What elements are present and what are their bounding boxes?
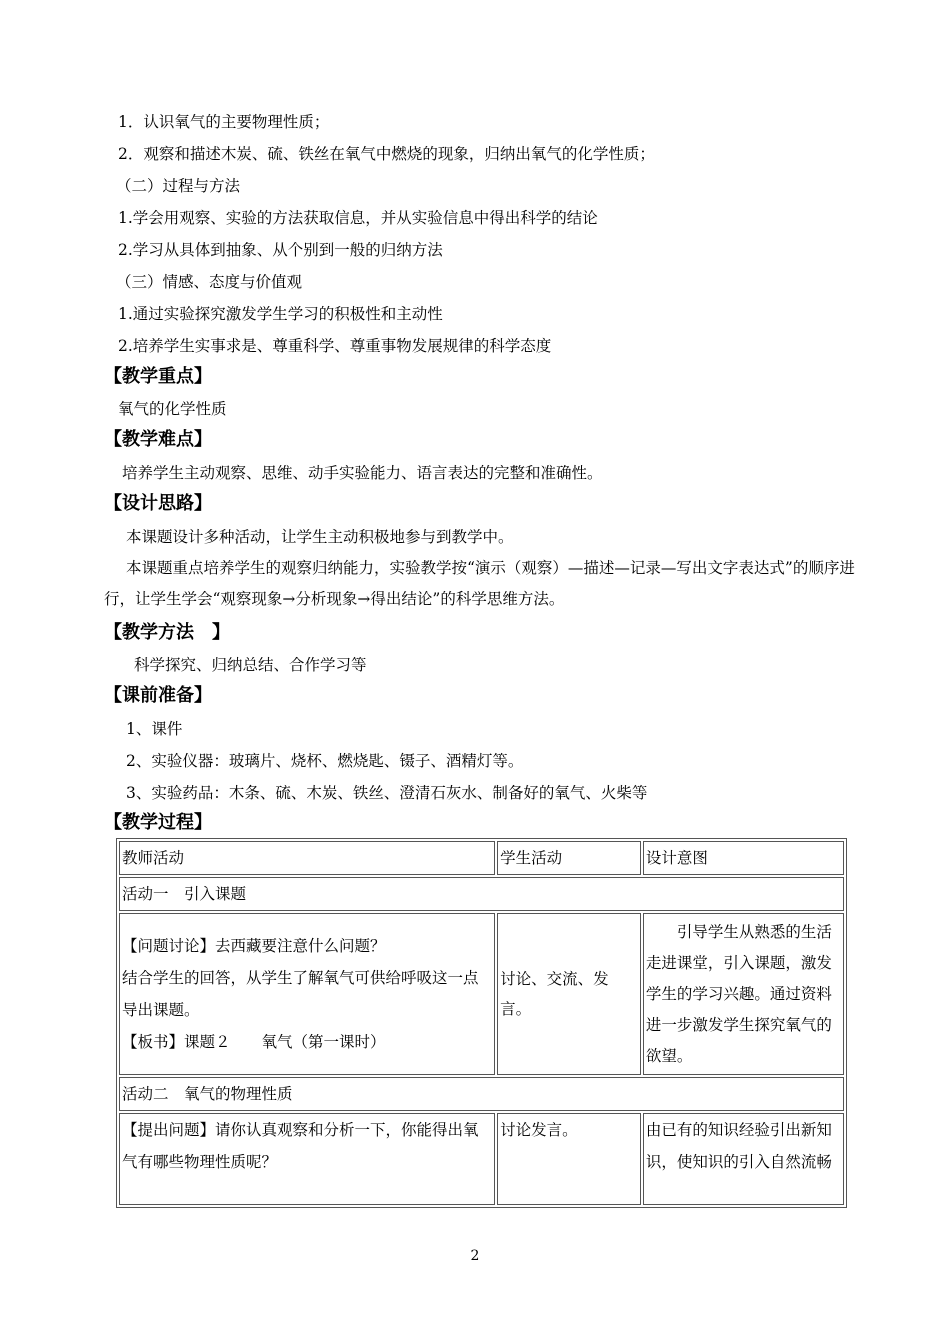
preparation-item-3: 3、实验药品：木条、硫、木炭、铁丝、澄清石灰水、制备好的氧气、火柴等 xyxy=(126,784,648,802)
header-student-activity: 学生活动 xyxy=(497,841,641,875)
objective-process-2: 2.学习从具体到抽象、从个别到一般的归纳方法 xyxy=(118,241,443,259)
design-heading: 【设计思路】 xyxy=(104,493,212,514)
activity-1-teacher-line-2: 结合学生的回答，从学生了解氧气可供给呼吸这一点导出课题。 xyxy=(122,969,479,1019)
activity-2-title-row xyxy=(119,1077,844,1111)
objective-knowledge-1: 1．认识氧气的主要物理性质； xyxy=(118,113,330,131)
preparation-heading: 【课前准备】 xyxy=(104,685,212,706)
process-heading: 【教学过程】 xyxy=(104,812,212,833)
activity-1-teacher-line-3: 【板书】课题２ 氧气（第一课时） xyxy=(122,1033,386,1051)
objective-emotion-1: 1.通过实验探究激发学生学习的积极性和主动性 xyxy=(118,305,443,323)
table-header-row xyxy=(119,841,844,875)
page-number: 2 xyxy=(470,1248,480,1264)
activity-2-student-cell: 讨论发言。 xyxy=(497,1113,641,1205)
activity-1-title-row xyxy=(119,877,844,911)
process-method-heading: （二）过程与方法 xyxy=(116,177,241,195)
teaching-process-table xyxy=(116,838,847,1208)
method-text: 科学探究、归纳总结、合作学习等 xyxy=(134,656,367,674)
difficulty-heading: 【教学难点】 xyxy=(104,429,212,450)
activity-1-intent-cell: 引导学生从熟悉的生活走进课堂，引入课题，激发学生的学习兴趣。通过资料进一步激发学生探究氧气的欲望。 xyxy=(643,913,844,1075)
design-paragraph-1: 本课题设计多种活动，让学生主动积极地参与到教学中。 xyxy=(126,528,514,546)
activity-1-student-cell: 讨论、交流、发言。 xyxy=(497,913,641,1075)
activity-1-teacher-cell xyxy=(119,913,495,1075)
activity-2-intent-cell: 由已有的知识经验引出新知识，使知识的引入自然流畅 xyxy=(643,1113,844,1205)
objective-process-1: 1.学会用观察、实验的方法获取信息，并从实验信息中得出科学的结论 xyxy=(118,209,598,227)
method-heading: 【教学方法 】 xyxy=(104,622,230,643)
activity-2-teacher-cell: 【提出问题】请你认真观察和分析一下，你能得出氧气有哪些物理性质呢？ xyxy=(119,1113,495,1205)
preparation-item-1: 1、课件 xyxy=(126,720,183,738)
activity-2-title: 活动二 氧气的物理性质 xyxy=(119,1077,844,1111)
header-design-intent: 设计意图 xyxy=(643,841,844,875)
activity-1-row xyxy=(119,913,844,1075)
objective-emotion-2: 2.培养学生实事求是、尊重科学、尊重事物发展规律的科学态度 xyxy=(118,337,552,355)
activity-1-teacher-line-1: 【问题讨论】去西藏要注意什么问题？ xyxy=(122,937,386,955)
activity-2-row xyxy=(119,1113,844,1205)
emotion-heading: （三）情感、态度与价值观 xyxy=(116,273,303,291)
difficulty-text: 培养学生主动观察、思维、动手实验能力、语言表达的完整和准确性。 xyxy=(122,464,603,482)
activity-1-title: 活动一 引入课题 xyxy=(119,877,844,911)
objective-knowledge-2: 2．观察和描述木炭、硫、铁丝在氧气中燃烧的现象，归纳出氧气的化学性质； xyxy=(118,145,655,163)
key-point-heading: 【教学重点】 xyxy=(104,366,212,387)
preparation-item-2: 2、实验仪器：玻璃片、烧杯、燃烧匙、镊子、酒精灯等。 xyxy=(126,752,524,770)
key-point-text: 氧气的化学性质 xyxy=(118,400,227,418)
design-paragraph-2: 本课题重点培养学生的观察归纳能力，实验教学按“演示（观察）—描述—记录—写出文字表达式”的顺序进行，让学生学会“观察现象→分析现象→得出结论”的科学思维方法。 xyxy=(104,559,855,608)
header-teacher-activity: 教师活动 xyxy=(119,841,495,875)
